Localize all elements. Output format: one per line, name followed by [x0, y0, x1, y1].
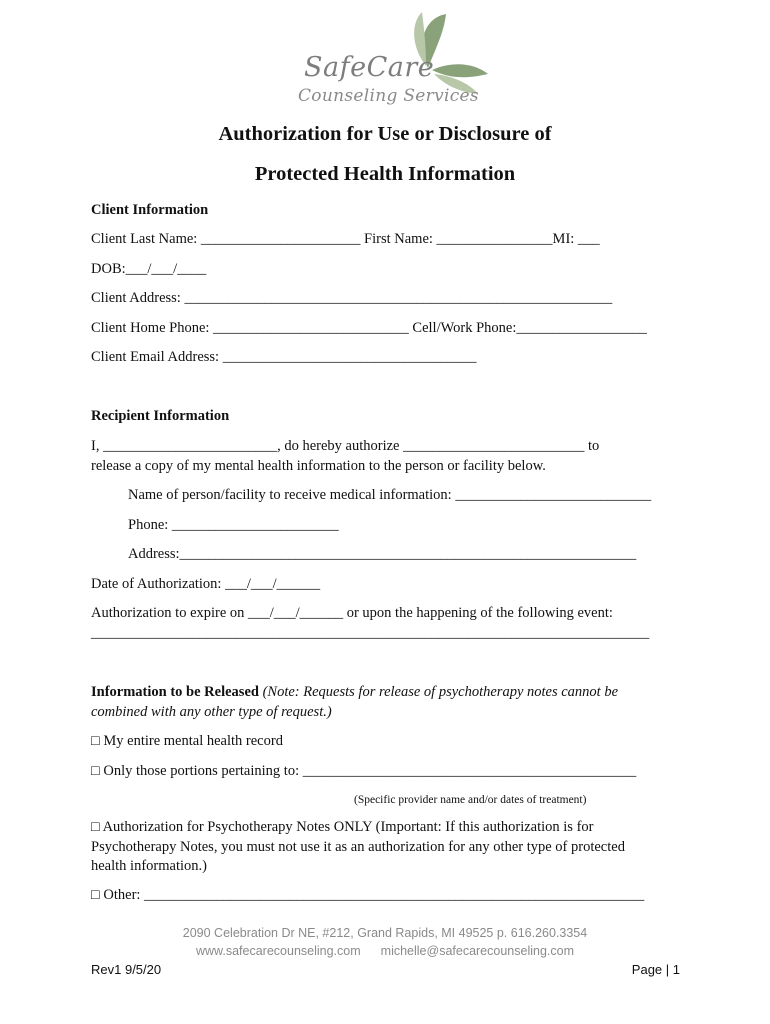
- option-psychotherapy-notes[interactable]: □ Authorization for Psychotherapy Notes ONLY (Important: If this authorization is for: [91, 819, 594, 835]
- footer-email-link[interactable]: michelle@safecarecounseling.com: [380, 944, 574, 958]
- revision-label: Rev1 9/5/20: [91, 962, 162, 977]
- recipient-info-heading: Recipient Information: [91, 408, 230, 424]
- released-note-cont: combined with any other type of request.): [91, 704, 332, 720]
- safecare-logo: [296, 8, 496, 108]
- recipient-address-field[interactable]: Address:_______________________________________________________________: [128, 546, 637, 562]
- footer-website-link[interactable]: www.safecarecounseling.com: [195, 944, 361, 958]
- logo-brand: SafeCare: [304, 52, 435, 83]
- option-entire-record[interactable]: □ My entire mental health record: [91, 733, 283, 749]
- psychotherapy-notes-text: Psychotherapy Notes, you must not use it as an authorization for any other type of protected: [91, 839, 625, 855]
- client-phone-field[interactable]: Client Home Phone: ___________________________ Cell/Work Phone:__________________: [91, 320, 647, 336]
- option-other[interactable]: □ Other: _____________________________________________________________________: [91, 887, 645, 903]
- recipient-phone-field[interactable]: Phone: _______________________: [128, 517, 339, 533]
- client-name-field[interactable]: Client Last Name: ______________________ First Name: ________________MI: ___: [91, 231, 600, 247]
- expiration-field[interactable]: Authorization to expire on ___/___/______ or upon the happening of the following event:: [91, 605, 613, 621]
- footer-contact: [0, 944, 770, 958]
- form-title-line2: Protected Health Information: [254, 163, 516, 185]
- released-heading-line: [91, 683, 618, 701]
- form-title-line1: Authorization for Use or Disclosure of: [218, 123, 552, 145]
- recipient-name-field[interactable]: Name of person/facility to receive medical information: ___________________________: [128, 487, 652, 503]
- expiration-event-field[interactable]: _____________________________________________________________________________: [91, 625, 650, 641]
- client-info-heading: Client Information: [91, 202, 209, 218]
- authorization-date-field[interactable]: Date of Authorization: ___/___/______: [91, 576, 321, 592]
- option-portions[interactable]: □ Only those portions pertaining to: ______________________________________________: [91, 763, 637, 779]
- release-statement: release a copy of my mental health information to the person or facility below.: [91, 458, 546, 474]
- client-email-field[interactable]: Client Email Address: ___________________________________: [91, 349, 477, 365]
- authorize-field[interactable]: I, ________________________, do hereby authorize _________________________ to: [91, 438, 600, 454]
- client-dob-field[interactable]: DOB:___/___/____: [91, 261, 207, 277]
- client-address-field[interactable]: Client Address: ___________________________________________________________: [91, 290, 613, 306]
- portions-hint: (Specific provider name and/or dates of treatment): [354, 794, 587, 806]
- page-number: Page | 1: [631, 962, 680, 977]
- footer-address: 2090 Celebration Dr NE, #212, Grand Rapids, MI 49525 p. 616.260.3354: [182, 926, 588, 940]
- logo-tagline: Counseling Services: [298, 86, 479, 106]
- released-note: (Note: Requests for release of psychotherapy notes cannot be: [262, 684, 619, 700]
- released-heading: Information to be Released: [91, 684, 259, 700]
- psychotherapy-notes-text-end: health information.): [91, 858, 207, 874]
